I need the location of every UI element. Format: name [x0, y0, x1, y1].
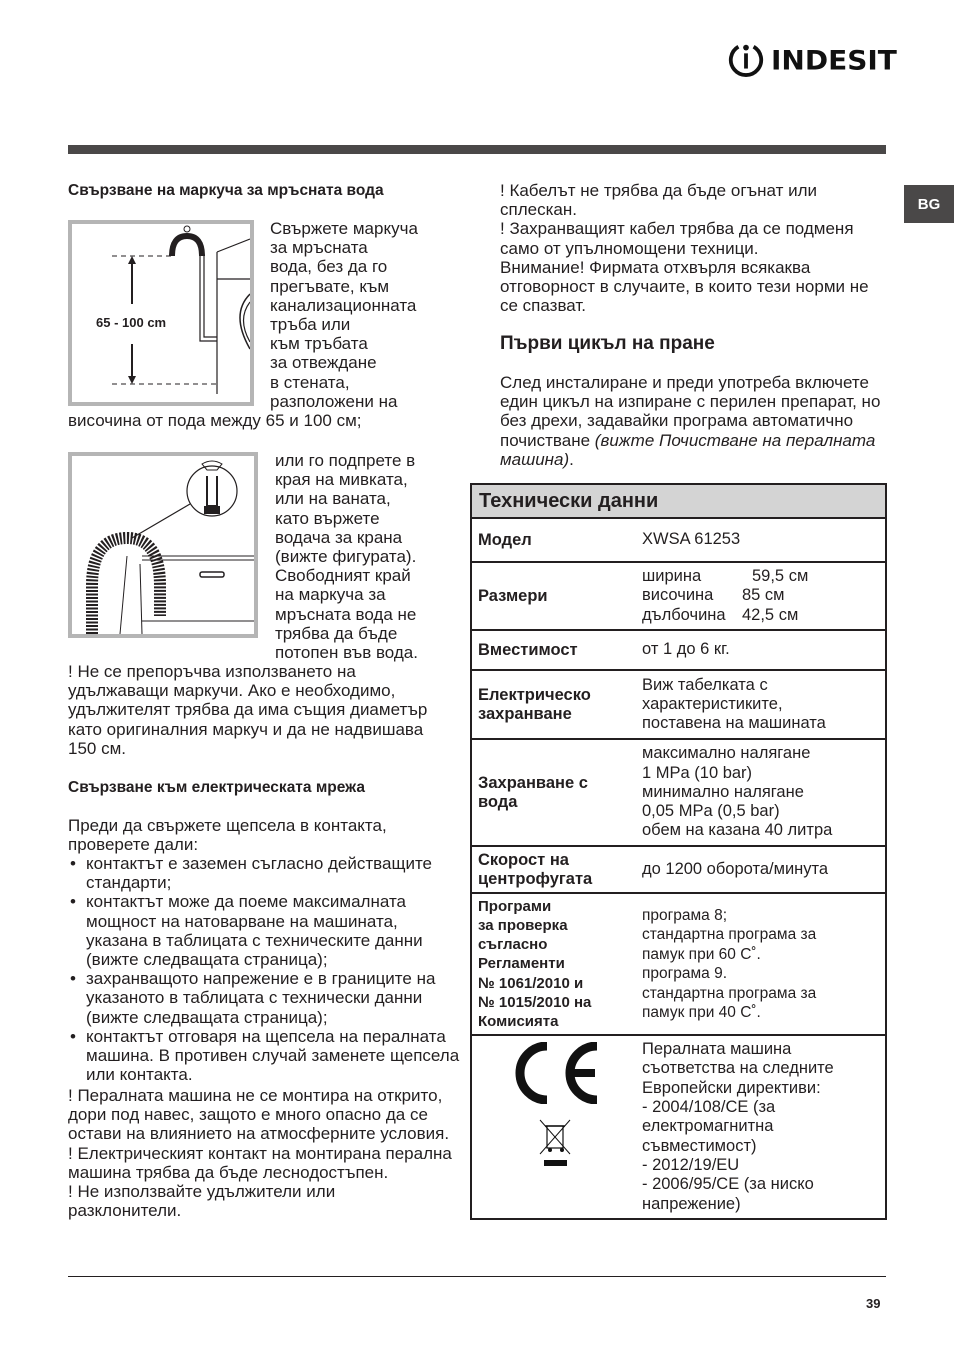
text-line: в стената,	[270, 372, 350, 392]
row-value	[637, 563, 885, 629]
text-line: или на ваната,	[275, 489, 391, 509]
text-line: Свободният край	[275, 566, 411, 586]
warning-note: ! Захранващият кабел трябва да се подменя само от упълномощени техници.	[500, 219, 854, 258]
text-line: като вържете	[275, 508, 380, 528]
dimension-width: ширина 59,5 см	[642, 567, 809, 586]
table-title: Технически данни	[472, 485, 885, 519]
text-line: Свържете маркуча	[270, 219, 418, 238]
drain-hose-para2	[275, 451, 465, 662]
compliance-marks	[472, 1036, 637, 1218]
brand-name: INDESIT	[771, 44, 897, 76]
indesit-i-icon	[727, 41, 765, 79]
row-label: Скорост на центрофугата	[478, 850, 593, 888]
cleaning-reference: (вижте Почистване на пералната машина)	[500, 430, 876, 469]
bottom-divider	[68, 1276, 886, 1277]
electrical-notes	[68, 1086, 453, 1220]
extension-hose-note: ! Не се препоръчва използването на удължаващи маркучи. Ако е необходимо, удължителят трябва да има същия диаметър като оригиналния маркуч и да не надвишава 150 см.	[68, 662, 428, 758]
text-line: края на мивката,	[275, 470, 408, 490]
language-tab: BG	[904, 185, 954, 223]
text-line: водача за крана	[275, 527, 403, 547]
warning-note: ! Електрическият контакт на монтирана перална машина трябва да бъде леснодостъпен.	[68, 1143, 452, 1182]
text-line: потопен във вода.	[275, 643, 418, 663]
text-line: трябва да бъде	[275, 623, 398, 643]
row-value: Виж табелката с характеристиките, поставена на машината	[642, 675, 826, 733]
row-label: Модел	[478, 530, 532, 549]
checklist-item: • контактът може да поеме максималната мощност на натоварване на машината, указана в таблицата с техническите данни (вижте следващата страница);	[68, 892, 460, 969]
row-label: Размери	[478, 586, 548, 605]
electrical-heading: Свързване към електрическата мрежа	[68, 779, 365, 796]
first-cycle-heading: Първи цикъл на пране	[500, 333, 715, 354]
text-line: на маркуча за	[275, 585, 386, 605]
table-row-water-supply	[472, 740, 885, 847]
drain-hose-para1-tail: височина от пода между 65 и 100 см;	[68, 411, 362, 430]
hose-guide-diagram-icon	[72, 456, 254, 634]
row-label: Програми за проверка съгласно Регламенти № 1061/2010 и № 1015/2010 на Комисията	[478, 897, 592, 1030]
row-value: XWSA 61253	[642, 530, 741, 549]
text-line: разположени на	[270, 391, 398, 411]
row-label: Захранване с вода	[478, 773, 588, 811]
first-cycle-body: След инсталиране и преди употреба включете един цикъл на изпиране с перилен препарат, но без дрехи, задавайки програма автоматично почистване	[500, 373, 881, 450]
text-line: за отвеждане	[270, 353, 377, 373]
text-line: канализационната	[270, 295, 417, 315]
row-value: Пералната машина съответства на следните Европейски директиви: - 2004/108/CE (за електромагнитна съвместимост) - 2012/19/EU - 2006/95/CE (за ниско напрежение)	[642, 1040, 834, 1213]
text-line: към тръбата	[270, 334, 368, 354]
text-line: или го подпрете в	[275, 451, 416, 470]
ce-mark-icon	[507, 1042, 603, 1104]
drain-hose-heading: Свързване на маркуча за мръсната вода	[68, 182, 384, 199]
technical-data-table	[470, 483, 887, 1220]
punctuation: .	[569, 449, 574, 469]
drain-hose-diagram-icon	[72, 224, 250, 402]
top-divider	[68, 145, 886, 154]
row-value: от 1 до 6 кг.	[642, 640, 730, 659]
row-value: максимално налягане 1 MPa (10 bar) минимално налягане 0,05 MPa (0,5 bar) обем на казана 40 литра	[642, 744, 833, 840]
first-cycle-text	[500, 373, 886, 469]
table-row-compliance	[472, 1036, 885, 1218]
cable-notes	[500, 181, 886, 315]
warning-note: ! Кабелът не трябва да бъде огънат или сплескан.	[500, 181, 818, 220]
row-value: програма 8; стандартна програма за памук при 60 С˚. програма 9. стандартна програма за памук при 40 С˚.	[642, 906, 817, 1021]
electrical-checklist	[68, 854, 460, 1084]
warning-note: ! Пералната машина не се монтира на открито, дори под навес, защото е много опасно да се остави на влиянието на атмосферните условия.	[68, 1086, 450, 1144]
sink-hook-figure	[68, 452, 258, 638]
indesit-logo	[727, 40, 897, 80]
drain-hose-para1	[270, 219, 460, 411]
drain-height-figure	[68, 220, 254, 406]
row-value: до 1200 оборота/минута	[642, 859, 829, 878]
table-row-spin-speed	[472, 847, 885, 894]
weee-crossed-bin-icon	[538, 1118, 572, 1168]
text-line: тръба или	[270, 315, 351, 335]
dimension-height: височина 85 см	[642, 586, 785, 605]
table-row-electric-supply	[472, 671, 885, 740]
dimension-depth: дълбочина 42,5 см	[642, 605, 799, 624]
text-line: за мръсната	[270, 238, 368, 258]
row-label: Вместимост	[478, 640, 578, 659]
text-line: (вижте фигурата).	[275, 547, 417, 567]
row-label: Електрическо захранване	[478, 685, 591, 723]
checklist-item: • захранващото напрежение е в границите на указаното в таблицата с технически данни (вижте следващата страница);	[68, 969, 460, 1027]
warning-note: Внимание! Фирмата отхвърля всякаква отговорност в случаите, в които тези норми не се спазват.	[500, 257, 869, 316]
table-row-test-programs	[472, 894, 885, 1036]
text-line: вода, без да го	[270, 257, 388, 277]
table-row-model	[472, 519, 885, 563]
warning-note: ! Не използвайте удължители или разклонители.	[68, 1182, 336, 1221]
checklist-item: • контактът е заземен съгласно действащите стандарти;	[68, 854, 460, 892]
text-line: мръсната вода не	[275, 604, 417, 624]
table-row-dimensions	[472, 563, 885, 631]
page-number: 39	[866, 1296, 881, 1311]
electrical-intro: Преди да свържете щепсела в контакта, проверете дали:	[68, 816, 387, 855]
table-row-capacity	[472, 631, 885, 671]
text-line: прегъвате, към	[270, 276, 390, 296]
checklist-item: • контактът отговаря на щепсела на пералната машина. В противен случай заменете щепсела или контакта.	[68, 1027, 460, 1085]
svg-text:65 - 100 cm: 65 - 100 cm	[96, 315, 167, 330]
